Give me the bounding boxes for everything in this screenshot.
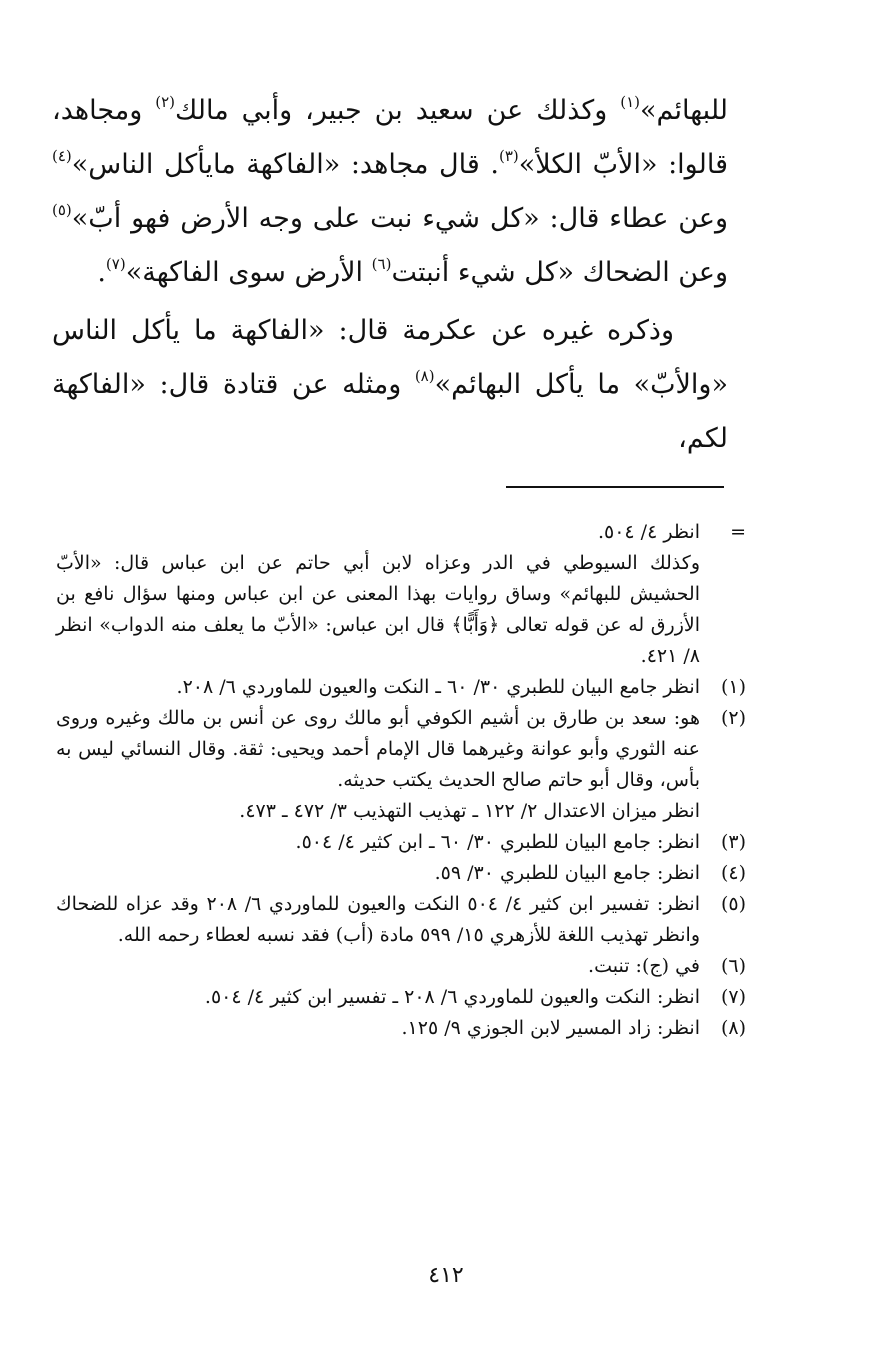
page-number: ٤١٢ [428, 1263, 464, 1288]
footnote-text [56, 517, 700, 672]
footnote-marker: (٤) [720, 862, 746, 884]
footnote-5 [56, 889, 746, 951]
footnote-marker: (٣) [720, 831, 746, 853]
text-span: وعن عطاء قال: «كل شيء نبت على وجه الأرض فهو أبّ» [71, 203, 728, 234]
footnote-marker: (٥) [720, 893, 746, 915]
footnote-reference-line: انظر ميزان الاعتدال ٢/ ١٢٢ ـ تهذيب التهذيب ٣/ ٤٧٢ ـ ٤٧٣. [239, 800, 700, 822]
footnote-ref-1: (١) [620, 93, 640, 111]
footnote-text: في (ج): تنبت. [588, 955, 700, 977]
main-paragraph-1 [52, 84, 728, 300]
footnote-text: هو: سعد بن طارق بن أشيم الكوفي أبو مالك روى عن أنس بن مالك وغيره وروى عنه الثوري وأبو عوانة وغيرهما قال الإمام أحمد ويحيى: ثقة. وقال النسائي ليس به بأس، وقال أبو حاتم صالح الحديث يكتب حديثه. [56, 707, 700, 791]
footnote-text: انظر جامع البيان للطبري ٣٠/ ٦٠ ـ النكت والعيون للماوردي ٦/ ٢٠٨. [176, 676, 700, 698]
text-span: ومثله عن قتادة قال: «الفاكهة لكم، [52, 369, 728, 454]
text-span: . [97, 257, 106, 288]
footnote-ref-6: (٦) [371, 255, 392, 273]
footnote-text [56, 703, 700, 827]
footnote-ref-5: (٥) [52, 201, 72, 219]
footnote-ref-2: (٢) [155, 93, 176, 111]
footnote-text: انظر: تفسير ابن كثير ٤/ ٥٠٤ النكت والعيون للماوردي ٦/ ٢٠٨ وقد عزاه للضحاك وانظر تهذيب اللغة للأزهري ١٥/ ٥٩٩ مادة (أب) فقد نسبه لعطاء رحمه الله. [56, 893, 700, 946]
main-paragraph-2 [52, 304, 728, 466]
footnote-marker: (٨) [720, 1017, 746, 1039]
footnote-8 [56, 1013, 746, 1044]
footnote-ref-8: (٨) [414, 367, 435, 385]
footnote-ref-3: (٣) [498, 147, 519, 165]
footnote-3 [56, 827, 746, 858]
text-span: وعن الضحاك «كل شيء أنبتت [391, 257, 728, 288]
footnote-marker: (٦) [720, 955, 746, 977]
footnote-marker: (٧) [720, 986, 746, 1008]
footnote-2 [56, 703, 746, 827]
text-span: الأرض سوى الفاكهة» [125, 257, 372, 288]
footnote-text: انظر: النكت والعيون للماوردي ٦/ ٢٠٨ ـ تفسير ابن كثير ٤/ ٥٠٤. [204, 986, 700, 1008]
text-span: . قال مجاهد: «الفاكهة مايأكل الناس» [71, 149, 499, 180]
continuation-marker: = [730, 521, 746, 543]
continuation-line-2: وكذلك السيوطي في الدر وعزاه لابن أبي حاتم عن ابن عباس قال: «الأبّ الحشيش للبهائم» وساق روايات بهذا المعنى عن ابن عباس ومنها سؤال نافع بن الأزرق له عن قوله تعالى ﴿وَأَبًّا﴾ قال ابن عباس: «الأبّ ما يعلف منه الدواب» انظر ٨/ ٤٢١. [56, 552, 700, 667]
footnote-ref-4: (٤) [52, 147, 72, 165]
footnote-marker: (١) [720, 676, 746, 698]
footnote-text: انظر: زاد المسير لابن الجوزي ٩/ ١٢٥. [401, 1017, 700, 1039]
footnote-text: انظر: جامع البيان للطبري ٣٠/ ٥٩. [434, 862, 700, 884]
footnote-ref-7: (٧) [105, 255, 126, 273]
footnote-separator [506, 486, 724, 488]
footnotes [56, 517, 746, 1044]
continuation-line-1: انظر ٤/ ٥٠٤. [597, 521, 700, 543]
footnote-text: انظر: جامع البيان للطبري ٣٠/ ٦٠ ـ ابن كثير ٤/ ٥٠٤. [295, 831, 700, 853]
text-span: ومجاهد، قالوا: «الأبّ الكلأ» [52, 95, 728, 180]
text-span: وكذلك عن سعيد بن جبير، وأبي مالك [175, 95, 621, 126]
text-span: للبهائم» [640, 95, 728, 126]
footnote-6 [56, 951, 746, 982]
footnote-1 [56, 672, 746, 703]
footnote-marker: (٢) [720, 707, 746, 729]
footnote-4 [56, 858, 746, 889]
main-text [52, 84, 728, 466]
text-span: وذكره غيره عن عكرمة قال: «الفاكهة ما يأكل الناس «والأبّ» ما يأكل البهائم» [52, 315, 728, 400]
footnote-continuation [56, 517, 746, 672]
footnote-7 [56, 982, 746, 1013]
